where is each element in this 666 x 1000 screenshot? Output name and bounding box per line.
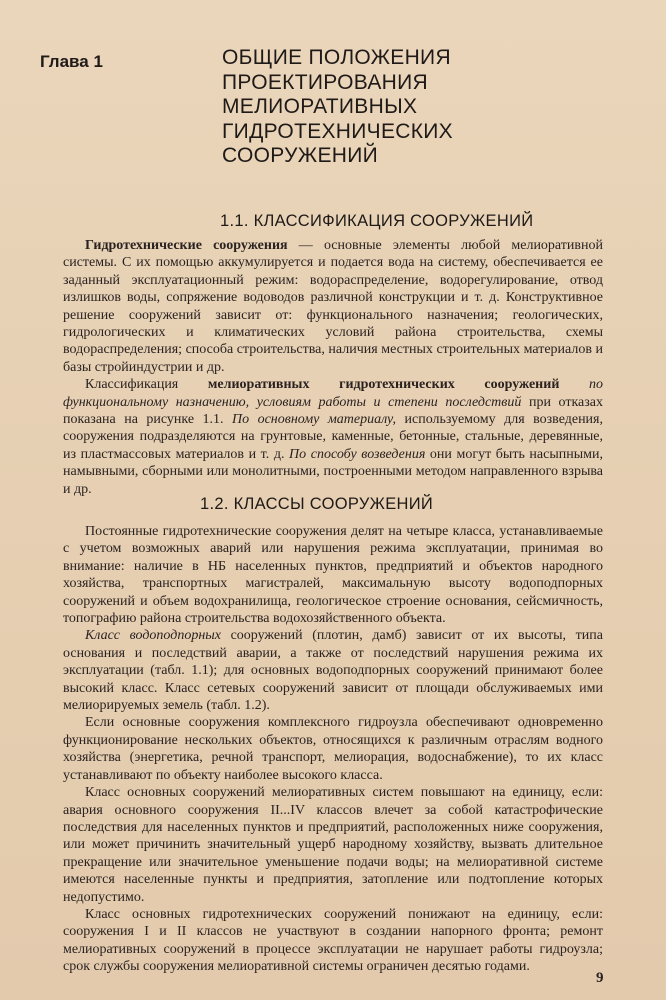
section-body-classification (63, 237, 603, 498)
paragraph: Класс основных гидротехнических сооружений понижают на единицу, если: сооружения I и II классов не участвуют в создании напорного фронта; ремонт мелиоративных сооружений в процессе эксплуатации не нарушает работы гидроузла; срок службы сооружения мелиоративной системы ограничен десятью годами. (63, 906, 603, 975)
chapter-title-line: ГИДРОТЕХНИЧЕСКИХ (222, 119, 453, 143)
chapter-title-line: ПРОЕКТИРОВАНИЯ (222, 70, 428, 94)
paragraph (63, 376, 603, 498)
section-heading-classes: 1.2. КЛАССЫ СООРУЖЕНИЙ (200, 495, 434, 513)
chapter-label: Глава 1 (40, 52, 103, 71)
term-bold: Гидротехнические сооружения (85, 238, 288, 253)
section-heading-classification: 1.1. КЛАССИФИКАЦИЯ СООРУЖЕНИЙ (220, 212, 534, 230)
section-body-classes (63, 523, 603, 976)
chapter-title-line: СООРУЖЕНИЙ (222, 144, 379, 167)
paragraph: Если основные сооружения комплексного гидроузла обеспечивают одновременно функционирование нескольких объектов, относящихся к различным отраслям водного хозяйства (энергетика, речной транспорт, мелиорация, водоснабжение), то их класс устанавливают по объекту наиболее высокого класса. (63, 715, 603, 783)
chapter-title-line: МЕЛИОРАТИВНЫХ (222, 95, 418, 118)
paragraph (63, 627, 603, 714)
paragraph-text: Классификация (85, 377, 208, 393)
chapter-title (222, 46, 642, 169)
paragraph-text: они могут быть насыпными, намывными, сборными или монолитными, построенными методом направленного взрыва и др. (63, 446, 603, 497)
term-bold: мелиоративных гидротехнических сооружений (207, 377, 560, 393)
paragraph: Постоянные гидротехнические сооружения делят на четыре класса, устанавливаемые с учетом возможных аварий или нарушения режима эксплуатации, принимая во внимание: наличие в НБ населенных пунктов, предприятий и объектов народного хозяйства, транспортных магистралей, максимальную высоту водоподпорных сооружений и объем водохранилища, геологическое строение основания, сейсмичность, топографию района строительства водохозяйственного объекта. (63, 524, 603, 627)
paragraph-text: при отказах показана на рисунке 1.1. (63, 394, 603, 428)
paragraph (63, 237, 603, 376)
italic-text: По основному материалу, (232, 412, 397, 428)
paragraph-text: используемому для возведения, сооружения подразделяются на грунтовые, каменные, бетонные, стальные, деревянные, из пластмассовых материалов и т. д. (63, 412, 603, 462)
paragraph: Класс основных сооружений мелиоративных систем повышают на единицу, если: авария основного сооружения II...IV классов влечет за собой катастрофические последствия для населенных пунктов и предприятий, расположенных ниже сооружения, или может причинить значительный ущерб народному хозяйству, вызвать длительное прекращение или значительное уменьшение подачи воды; на мелиоративной системе имеются населенные пункты и предприятия, затопление или подтопление которых недопустимо. (63, 785, 603, 905)
italic-text: Класс водоподпорных (85, 628, 221, 644)
italic-text: по функциональному назначению, условиям работы и степени последствий (63, 377, 604, 410)
italic-text: По способу возведения (289, 446, 426, 462)
paragraph-text: — основные элементы любой мелиоративной системы. С их помощью аккумулируется и подается вода на систему, обеспечивается ее заданный эксплуатационный режим: водораспределение, водорегулирование, отвод излишков воды, сопряжение водоводов различной конструкции и т. д. Конструктивное решение сооружений зависит от: функционального назначения; геологических, гидрологических и климатических условий района строительства, схемы водораспределения; способа строительства, наличия местных строительных материалов и базы стройиндустрии и др. (63, 238, 603, 375)
page-number: 9 (596, 970, 604, 986)
paragraph-text: сооружений (плотин, дамб) зависит от их высоты, типа основания и последствий аварии, а также от последствий нарушения режима их эксплуатации (табл. 1.1); для основных водоподпорных сооружений принимают более высокий класс. Класс сетевых сооружений зависит от площади обслуживаемых ими мелиорируемых земель (табл. 1.2). (63, 628, 603, 714)
chapter-title-line: ОБЩИЕ ПОЛОЖЕНИЯ (222, 46, 451, 69)
